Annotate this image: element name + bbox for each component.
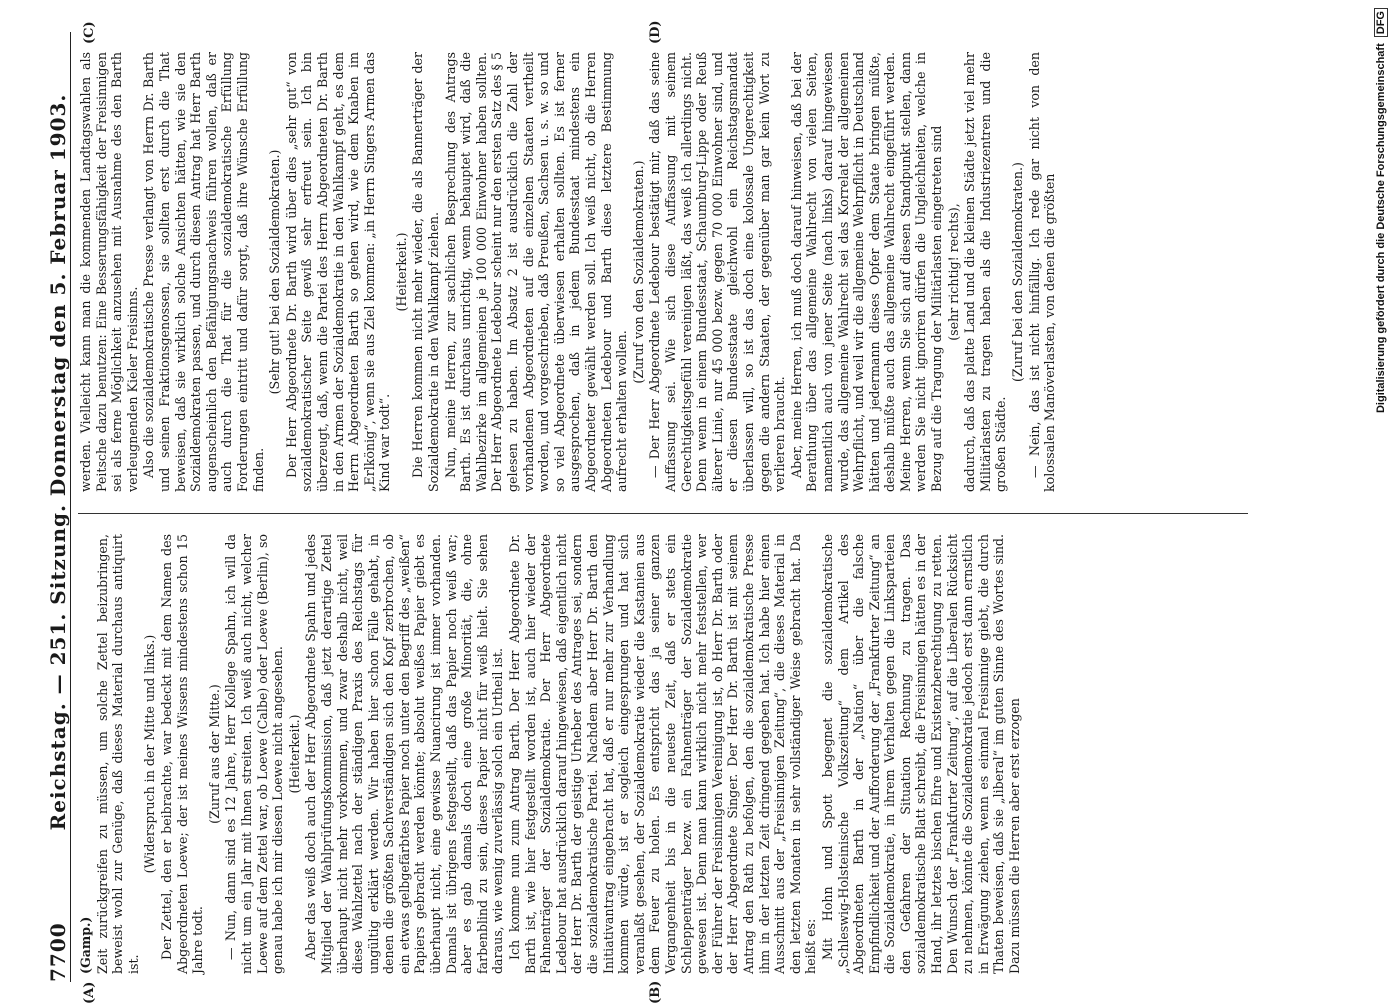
- page-header: [40, 32, 71, 982]
- right-text-column: [78, 52, 1059, 492]
- margin-marker-a: (A): [82, 981, 97, 1004]
- page-number: 7700: [46, 922, 70, 982]
- column-divider: [78, 513, 1248, 514]
- paragraph: Zeit zurückgreifen zu müssen, um solche Zettel beizubringen, beweist wohl zur Genüge, daß dieses Material durchaus antiquirt ist.: [94, 534, 141, 974]
- dfg-logo: DFG: [1374, 8, 1388, 37]
- paragraph: dadurch, daß das platte Land und die kleinen Städte jetzt viel mehr Militärlasten zu tragen haben als die Industriezentren und die großen Städte.: [962, 52, 1009, 492]
- paragraph: (sehr richtig! rechts),: [945, 203, 961, 341]
- paragraph: (Heiterkeit.): [286, 714, 302, 794]
- paragraph: Nun, meine Herren, zur sachlichen Besprechung des Antrags Barth. Es ist durchaus unrichtig, wenn behauptet wird, daß die Wahlbezirke im allgemeinen je 100 000 Einwohner haben sollten. Der Herr Abgeordnete Ledebour scheint nur den ersten Satz des § 5 gelesen zu haben. Im Absatz 2 ist ausdrücklich die Zahl der vorhandenen Abgeordneten auf die einzelnen Staaten vertheilt worden, und vorgeschrieben, daß Preußen, Sachsen u. s. w. so und so viel Abgeordnete überwiesen erhalten sollten. Es ist ferner ausgesprochen, daß in jedem Bundesstaat mindestens ein Abgeordneter gewählt werden soll. Ich weiß nicht, ob die Herren Abgeordneten Ledebour und Barth diese letztere Bestimmung aufrecht erhalten wollen.: [442, 52, 630, 492]
- paragraph: — Nein, das ist nicht hinfällig. Ich rede gar nicht von den kolossalen Manöverlasten, von denen die größten: [1026, 52, 1058, 492]
- paragraph: Aber, meine Herren, ich muß doch darauf hinweisen, daß bei der Berathung über das allgemeine Wahlrecht von vielen Seiten, namentlich auch von jener Seite (nach links) darauf hingewiesen wurde, das allgemeine Wahlrecht sei das Korrelat der allgemeinen Wehrpflicht, und weil wir die allgemeine Wehrpflicht in Deutschland hätten und jedermann dieses Opfer dem Staate bringen müßte, deshalb müßte auch das allgemeine Wahlrecht eingeführt werden. Meine Herren, wenn Sie sich auf diesen Standpunkt stellen, dann werden Sie nicht ignoriren dürfen die Ungleichheiten, welche in Bezug auf die Tragung der Militärlasten eingetreten sind: [788, 52, 945, 492]
- paragraph: Also die sozialdemokratische Presse verlangt von Herrn Dr. Barth und seinen Fraktionsgenossen, sie sollten erst durch die That beweisen, daß sie wirklich solche Ansichten hätten, wie sie den Sozialdemokraten passen, und durch diesen Antrag hat Herr Barth augenscheinlich den Befähigungsnachweis führen wollen, daß er auch durch die That für die sozialdemokratische Erfüllung Forderungen eintritt und dafür sorgt, daß ihre Wünsche Erfüllung finden.: [141, 52, 266, 492]
- paragraph: Aber das weiß doch auch der Herr Abgeordnete Spahn und jedes Mitglied der Wahlprüfungskommission, daß jetzt derartige Zettel überhaupt nicht mehr vorkommen, und zwar deshalb nicht, weil diese Wahlzettel nach der ständigen Praxis des Reichstags für ungültig erklärt werden. Wir haben hier schon Fälle gehabt, in denen die größten Sachverständigen sich den Kopf zerbrochen, ob ein etwas gelbgefärbtes Papier noch unter den Begriff des „weißen“ Papiers gebracht werden könnte; absolut weißes Papier giebt es überhaupt nicht, eine gewisse Nuancirung ist immer vorhanden. Damals ist übrigens festgestellt, daß das Papier noch weiß war; aber es gab damals doch eine große Minorität, die, ohne farbenblind zu sein, dieses Papier nicht für weiß hielt. Sie sehen daraus, wie wenig zuverlässig solch ein Urtheil ist.: [303, 534, 506, 974]
- paragraph: — Der Herr Abgeordnete Ledebour bestätigt mir, daß das seine Auffassung sei. Wie sich diese Auffassung mit seinem Gerechtigkeitsgefühl vereinigen läßt, das weiß ich allerdings nicht. Denn wenn in einem Bundesstaat, Schaumburg-Lippe oder Reuß älterer Linie, nur 45 000 bezw. gegen 70 000 Einwohner sind, und er diesen Bundesstaate gleichwohl ein Reichstagsmandat überlassen will, so ist das doch eine kolossale Ungerechtigkeit gegen die andern Staaten, der gegenüber man gar kein Wort zu verlieren braucht.: [647, 52, 788, 492]
- paragraph: (Zuruf bei den Sozialdemokraten.): [1010, 162, 1026, 382]
- paragraph: (Heiterkeit.): [393, 232, 409, 312]
- paragraph: werden. Vielleicht kann man die kommenden Landtagswahlen als Peitsche dazu benutzen: Eine Besserungsfähigkeit der Freisinnigen sei als ferne Möglichkeit anzusehen mit Ausnahme des den Barth verleugnenden Kieler Freisinns.: [78, 52, 140, 492]
- paragraph: (Sehr gut! bei den Sozialdemokraten.): [267, 149, 283, 395]
- document-page: [8, 12, 1378, 1004]
- paragraph: (Zuruf aus der Mitte.): [206, 684, 222, 824]
- paragraph: (Widerspruch in der Mitte und links.): [142, 634, 158, 874]
- paragraph: Ich komme nun zum Antrag Barth. Der Herr Abgeordnete Dr. Barth ist, wie hier festgestellt worden ist, auch hier wieder der Fahnenträger der Sozialdemokratie. Der Herr Abgeordnete Ledebour hat ausdrücklich darauf hingewiesen, daß eigentlich nicht der Herr Dr. Barth der geistige Urheber des Antrages sei, sondern die sozialdemokratische Partei. Nachdem aber Herr Dr. Barth den Initiativantrag eingebracht hat, daß er nur mehr zur Verhandlung kommen würde, ist er sogleich eingesprungen und hat sich veranlaßt gesehen, der Sozialdemokratie wieder die Kastanien aus dem Feuer zu holen. Es entspricht das ja seiner ganzen Vergangenheit bis in die neueste Zeit, daß er stets ein Schleppenträger bezw. ein Fahnenträger der Sozialdemokratie gewesen ist. Denn man kann wirklich nicht mehr feststellen, wer der Führer der Freisinnigen Vereinigung ist, ob Herr Dr. Barth oder der Herr Abgeordnete Singer. Der Herr Dr. Barth ist mit seinem Antrag den Rath zu befolgen, den die sozialdemokratische Presse ihm in der letzten Zeit dringend gegeben hat. Ich habe hier einen Ausschnitt aus der „Freisinnigen Zeitung“, die dieses Material in den letzten Monaten in sehr vollständiger Weise gebracht hat. Da heißt es:: [507, 534, 819, 974]
- left-text-column: [78, 534, 1024, 974]
- paragraph: (Zuruf von den Sozialdemokraten.): [630, 160, 646, 384]
- paragraph: Der Zettel, den er beibrachte, war bedeckt mit dem Namen des Abgeordneten Loewe; der ist meines Wissens mindestens schon 15 Jahre todt.: [158, 534, 206, 974]
- paragraph: Der Herr Abgeordnete Dr. Barth wird über dies „sehr gut“ von sozialdemokratischer Seite gewiß sehr erfreut sein. Ich bin überzeugt, daß, wenn die Partei des Herrn Abgeordneten Dr. Barth in den Armen der Sozialdemokratie in den Wahlkampf geht, es dem Herrn Abgeordneten Barth so gehen wird, wie dem Knaben im „Erlkönig“, wenn sie aus Ziel kommen: „in Herrn Singers Armen das Kind war todt“.: [283, 52, 393, 492]
- paragraph: — Nun, dann sind es 12 Jahre, Herr Kollege Spahn, ich will da nicht um ein Jahr mit Ihnen streiten. Ich weiß auch nicht, welcher Loewe auf dem Zettel war, ob Loewe (Calbe) oder Loewe (Berlin), so genau habe ich mir diesen Loewe nicht angesehen.: [223, 534, 286, 974]
- paragraph: (Gamp.): [78, 916, 93, 974]
- paragraph: Mit Hohn und Spott begegnet die sozialdemokratische „Schleswig-Holsteinische Volkszeitung“ dem Artikel des Abgeordneten Barth in der „Nation“ über die falsche Empfindlichkeit und der Aufforderung der „Frankfurter Zeitung“ an die Sozialdemokratie, in ihrem Verhalten gegen die Linksparteien den Gefahren der Situation Rechnung zu tragen. Das sozialdemokratische Blatt schreibt, die Freisinnigen hätten es in der Hand, ihr letztes bischen Ehre und Existenzberechtigung zu retten. Den Wunsch der „Frankfurter Zeitung“, auf die Liberalen Rücksicht zu nehmen, könnte die Sozialdemokratie jedoch erst dann ernstlich in Erwägung ziehen, wenn es einmal Freisinnige giebt, die durch Thaten beweisen, daß sie „liberal“ im guten Sinne des Wortes sind. Dazu müssen die Herren aber erst erzogen: [819, 534, 1023, 974]
- credit-text: Digitalisierung gefördert durch die Deutsche Forschungsgemeinschaft: [1375, 43, 1387, 414]
- digitization-credit: [1372, 8, 1392, 992]
- margin-marker-b: (B): [648, 980, 663, 1004]
- page-title: Reichstag. — 251. Sitzung. Donnerstag den 5. Februar 1903.: [46, 93, 70, 831]
- paragraph: Die Herren kommen nicht mehr wieder, die als Bannerträger der Sozialdemokratie in den Wahlkampf ziehen.: [410, 52, 442, 492]
- margin-marker-c: (C): [82, 21, 97, 44]
- margin-marker-d: (D): [648, 20, 663, 44]
